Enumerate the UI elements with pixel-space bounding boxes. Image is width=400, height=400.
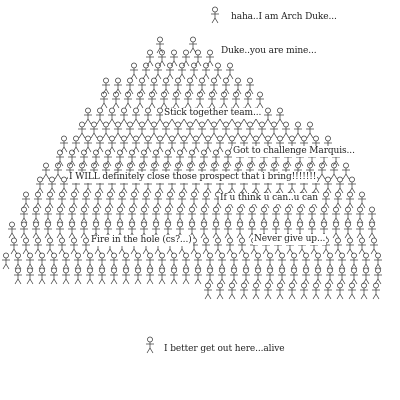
stick-figure xyxy=(146,253,154,269)
caption-stick-together: Stick together team... xyxy=(164,108,262,118)
stick-figure xyxy=(368,222,376,238)
stick-figure xyxy=(22,192,30,208)
stick-figure xyxy=(282,122,290,138)
stick-figure xyxy=(202,238,210,254)
stick-figure xyxy=(98,268,106,284)
stick-figure xyxy=(196,92,204,108)
stick-figure xyxy=(148,92,156,108)
stick-figure xyxy=(70,238,78,254)
stick-figure xyxy=(248,207,256,223)
stick-figure xyxy=(358,192,366,208)
stick-figure xyxy=(94,192,102,208)
stick-figure xyxy=(144,108,152,124)
stick-figure xyxy=(189,37,197,53)
stick-figure xyxy=(290,253,298,269)
stick-figure xyxy=(98,253,106,269)
stick-figure xyxy=(278,253,286,269)
stick-figure xyxy=(208,92,216,108)
stick-figure xyxy=(74,253,82,269)
stick-figure xyxy=(206,268,214,284)
stick-figure xyxy=(162,78,170,94)
stick-figure xyxy=(96,136,104,152)
stick-figure xyxy=(100,92,108,108)
stick-figure xyxy=(126,78,134,94)
stick-figure xyxy=(44,222,52,238)
stick-figure xyxy=(34,238,42,254)
stick-figure xyxy=(266,253,274,269)
stick-figure xyxy=(170,253,178,269)
stick-figure xyxy=(234,78,242,94)
stick-figure xyxy=(164,207,172,223)
stick-figure xyxy=(190,192,198,208)
stick-figure xyxy=(2,253,10,269)
stick-figure xyxy=(110,253,118,269)
stick-figure xyxy=(60,177,68,193)
stick-figure xyxy=(228,283,236,299)
stick-figure xyxy=(204,283,212,299)
stick-figure xyxy=(372,283,380,299)
stick-figure xyxy=(160,92,168,108)
stick-figure xyxy=(246,78,254,94)
stick-figure xyxy=(134,253,142,269)
stick-figure xyxy=(278,268,286,284)
stick-figure xyxy=(138,78,146,94)
stick-figure xyxy=(166,192,174,208)
stick-figure xyxy=(140,207,148,223)
stick-figure xyxy=(142,63,150,79)
stick-figure xyxy=(368,207,376,223)
stick-figure xyxy=(168,136,176,152)
stick-figure xyxy=(260,207,268,223)
stick-figure xyxy=(56,222,64,238)
stick-figure xyxy=(154,63,162,79)
caption-duke: Duke..you are mine... xyxy=(221,46,317,56)
stick-figure xyxy=(362,253,370,269)
stick-figure xyxy=(178,192,186,208)
stick-figure xyxy=(336,283,344,299)
stick-figure xyxy=(186,78,194,94)
stick-figure xyxy=(320,207,328,223)
stick-figure xyxy=(104,207,112,223)
stick-figure xyxy=(10,238,18,254)
stick-figure xyxy=(202,63,210,79)
stick-figure xyxy=(162,122,170,138)
stick-figure xyxy=(358,238,366,254)
stick-figure xyxy=(226,63,234,79)
stick-figure xyxy=(334,238,342,254)
stick-figure xyxy=(312,283,320,299)
stick-figure xyxy=(136,92,144,108)
stick-figure xyxy=(214,238,222,254)
caption-if-u-think: If u think u can..u can xyxy=(220,193,318,203)
stick-figure xyxy=(360,283,368,299)
stick-figure xyxy=(14,253,22,269)
stick-figure xyxy=(82,238,90,254)
stick-figure xyxy=(350,268,358,284)
stick-figure xyxy=(96,108,104,124)
stick-figure xyxy=(370,238,378,254)
stick-figure xyxy=(118,192,126,208)
stick-figure xyxy=(356,207,364,223)
stick-figure xyxy=(198,78,206,94)
stick-figure xyxy=(336,177,344,193)
stick-figure xyxy=(314,253,322,269)
stick-figure xyxy=(330,163,338,179)
stick-figure xyxy=(288,283,296,299)
stick-figure xyxy=(306,122,314,138)
stick-figure xyxy=(180,136,188,152)
stick-figure xyxy=(272,207,280,223)
stick-figure xyxy=(214,63,222,79)
stick-figure xyxy=(174,78,182,94)
stick-figure xyxy=(122,268,130,284)
stick-figure xyxy=(174,122,182,138)
stick-figure xyxy=(158,268,166,284)
stick-figure xyxy=(182,253,190,269)
stick-figure xyxy=(276,108,284,124)
stick-figure xyxy=(122,253,130,269)
stick-figure xyxy=(176,207,184,223)
stick-figure xyxy=(128,207,136,223)
stick-figure xyxy=(110,268,118,284)
caption-close-prospect: I WILL definitely close those prospect that i bring!!!!!!! xyxy=(69,172,317,182)
stick-figure xyxy=(120,136,128,152)
stick-figure xyxy=(80,222,88,238)
stick-figure xyxy=(314,268,322,284)
stick-figure xyxy=(90,122,98,138)
caption-never-give-up: Never give up... xyxy=(254,234,326,244)
stick-figure xyxy=(178,63,186,79)
stick-figure xyxy=(192,136,200,152)
stick-figure xyxy=(166,63,174,79)
stick-figure xyxy=(82,192,90,208)
stick-figure xyxy=(102,78,110,94)
stick-figure xyxy=(238,238,246,254)
stick-figure xyxy=(38,268,46,284)
stick-figure xyxy=(212,222,220,238)
stick-figure xyxy=(264,283,272,299)
stick-figure xyxy=(84,108,92,124)
stick-figure xyxy=(22,238,30,254)
stick-figure xyxy=(204,136,212,152)
stick-figure xyxy=(58,192,66,208)
stick-figure xyxy=(326,268,334,284)
stick-figure xyxy=(60,136,68,152)
stick-figure xyxy=(48,177,56,193)
stick-figure xyxy=(194,253,202,269)
stick-figure xyxy=(146,268,154,284)
stick-figure xyxy=(56,207,64,223)
stick-figure xyxy=(344,222,352,238)
stick-figure xyxy=(50,268,58,284)
stick-figure xyxy=(230,253,238,269)
stick-figure xyxy=(150,122,158,138)
stick-figure xyxy=(190,63,198,79)
stick-figure xyxy=(374,268,382,284)
stick-figure xyxy=(46,238,54,254)
stick-figure xyxy=(226,238,234,254)
stick-figure xyxy=(332,222,340,238)
stick-figure xyxy=(54,163,62,179)
stick-figure xyxy=(156,136,164,152)
stick-figure xyxy=(44,207,52,223)
stick-figure xyxy=(32,207,40,223)
stick-figure xyxy=(38,253,46,269)
stick-figure xyxy=(68,222,76,238)
caption-arch-duke: haha..I am Arch Duke... xyxy=(231,12,337,22)
stick-figure xyxy=(202,192,210,208)
stick-figure xyxy=(222,78,230,94)
stick-figure xyxy=(294,122,302,138)
stick-figure xyxy=(224,207,232,223)
stick-figure xyxy=(114,78,122,94)
stick-figure xyxy=(188,207,196,223)
stick-figure xyxy=(138,122,146,138)
stick-figure xyxy=(80,207,88,223)
stick-figure xyxy=(36,177,44,193)
stick-figure xyxy=(146,337,154,353)
stick-figure xyxy=(8,222,16,238)
stick-figure xyxy=(158,253,166,269)
stick-figure xyxy=(130,192,138,208)
stick-figure xyxy=(308,207,316,223)
stick-figure xyxy=(108,108,116,124)
stick-figure xyxy=(324,177,332,193)
stick-figure xyxy=(50,253,58,269)
stick-figure xyxy=(108,136,116,152)
stick-figure xyxy=(322,192,330,208)
stick-figure xyxy=(84,136,92,152)
stick-figure xyxy=(338,268,346,284)
stick-figure xyxy=(216,283,224,299)
stick-figure xyxy=(210,122,218,138)
caption-challenge: Got to challenge Marquis... xyxy=(233,146,355,156)
stick-figure xyxy=(338,253,346,269)
stick-figure xyxy=(172,92,180,108)
stick-figure xyxy=(290,268,298,284)
stick-figure xyxy=(124,92,132,108)
stick-figure xyxy=(302,253,310,269)
stick-figure xyxy=(152,207,160,223)
stick-figure xyxy=(220,92,228,108)
stick-figure xyxy=(266,268,274,284)
stick-figure xyxy=(106,192,114,208)
stick-figure xyxy=(232,92,240,108)
stick-figure xyxy=(72,136,80,152)
stick-figure xyxy=(20,222,28,238)
stick-figure xyxy=(112,92,120,108)
stick-figure xyxy=(182,268,190,284)
stick-figure xyxy=(252,283,260,299)
stick-figure xyxy=(102,122,110,138)
stick-figure xyxy=(356,222,364,238)
stick-figure xyxy=(26,253,34,269)
stick-figure xyxy=(346,192,354,208)
stick-figure xyxy=(222,122,230,138)
stick-figure xyxy=(230,268,238,284)
stick-figure xyxy=(68,207,76,223)
stick-figure xyxy=(132,136,140,152)
stick-figure xyxy=(194,268,202,284)
stick-figure xyxy=(200,222,208,238)
stick-figure xyxy=(212,207,220,223)
stick-figure xyxy=(244,92,252,108)
stick-figure xyxy=(236,222,244,238)
stick-figure xyxy=(362,268,370,284)
stick-figure xyxy=(374,253,382,269)
stick-figure xyxy=(34,192,42,208)
stick-figure xyxy=(170,268,178,284)
stick-figure xyxy=(302,268,310,284)
stick-figure xyxy=(264,108,272,124)
stick-figure xyxy=(318,163,326,179)
stick-figure xyxy=(142,192,150,208)
stick-figure xyxy=(184,92,192,108)
stick-figure xyxy=(198,122,206,138)
stick-figure xyxy=(348,283,356,299)
stick-figure xyxy=(300,283,308,299)
stick-figure xyxy=(218,268,226,284)
stick-figure xyxy=(206,253,214,269)
stick-figure xyxy=(42,163,50,179)
stick-figure xyxy=(130,63,138,79)
stick-figure xyxy=(276,283,284,299)
caption-get-out: I better get out here...alive xyxy=(164,344,285,354)
stick-figure xyxy=(211,7,219,23)
stick-figure xyxy=(120,108,128,124)
stick-figure xyxy=(236,207,244,223)
stick-figure xyxy=(254,253,262,269)
stick-figure xyxy=(200,207,208,223)
stick-figure xyxy=(144,136,152,152)
stick-figure xyxy=(86,253,94,269)
stick-figure xyxy=(324,283,332,299)
stick-figure xyxy=(62,253,70,269)
stick-figure xyxy=(218,253,226,269)
stick-figure xyxy=(86,268,94,284)
caption-fire-hole: Fire in the hole (cs?...) xyxy=(91,235,192,245)
stick-figure xyxy=(224,222,232,238)
stick-figure xyxy=(326,253,334,269)
stick-figure xyxy=(58,238,66,254)
stick-figure xyxy=(334,192,342,208)
stick-figure xyxy=(134,268,142,284)
stick-figure xyxy=(126,122,134,138)
stick-figure xyxy=(32,222,40,238)
stick-figure xyxy=(216,136,224,152)
stick-figure xyxy=(348,177,356,193)
stick-figure xyxy=(258,122,266,138)
stick-figure xyxy=(270,122,278,138)
stick-figure xyxy=(240,283,248,299)
stick-figure xyxy=(234,122,242,138)
stick-figure xyxy=(284,207,292,223)
stick-figure xyxy=(344,207,352,223)
stick-figure xyxy=(74,268,82,284)
stick-figure xyxy=(46,192,54,208)
stick-figure xyxy=(132,108,140,124)
stick-figure xyxy=(186,122,194,138)
stick-figure xyxy=(256,92,264,108)
stick-figure xyxy=(246,122,254,138)
stick-figure xyxy=(62,268,70,284)
stick-figure xyxy=(242,268,250,284)
stick-figure xyxy=(26,268,34,284)
stick-figure xyxy=(346,238,354,254)
stick-figure xyxy=(350,253,358,269)
stick-figure xyxy=(114,122,122,138)
stick-figure xyxy=(116,207,124,223)
stick-figure xyxy=(242,253,250,269)
stick-figure xyxy=(296,207,304,223)
stick-figure xyxy=(154,192,162,208)
stick-figure xyxy=(150,78,158,94)
stick-figure xyxy=(254,268,262,284)
stick-figure xyxy=(92,207,100,223)
stick-figure xyxy=(14,268,22,284)
stick-figure xyxy=(78,122,86,138)
stick-figure xyxy=(20,207,28,223)
stick-figure xyxy=(70,192,78,208)
stick-figure xyxy=(332,207,340,223)
stick-figure xyxy=(210,78,218,94)
stick-figure xyxy=(342,163,350,179)
